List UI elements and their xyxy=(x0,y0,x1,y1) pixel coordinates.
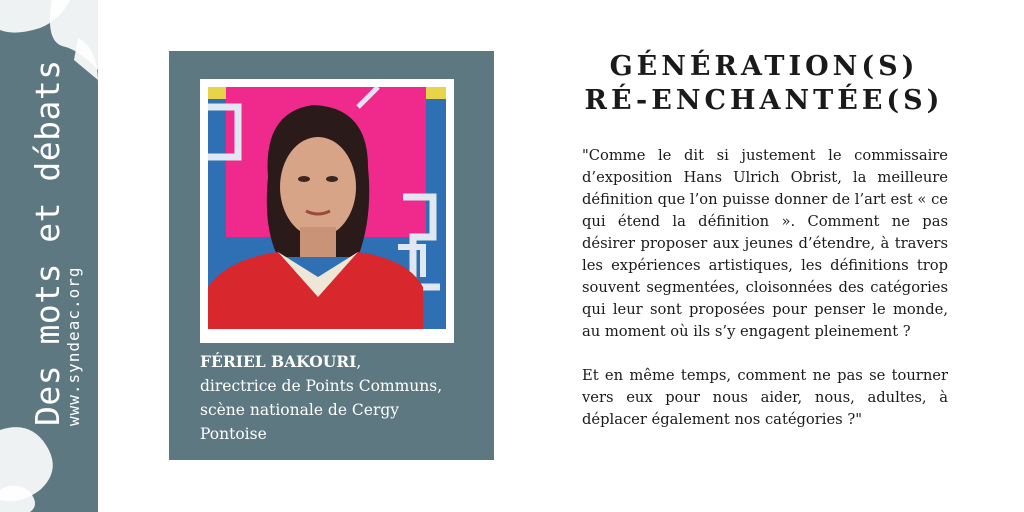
quote-paragraph: Et en même temps, comment ne pas se tourner vers eux pour nous aider, nous, adultes, à déplacer également nos catégories ?" xyxy=(582,367,948,428)
person-role-line1: directrice de Points Communs, xyxy=(200,377,443,395)
page-title xyxy=(560,50,968,118)
sidebar-url: www.syndeac.org xyxy=(64,266,83,426)
person-role-line3: Pontoise xyxy=(200,425,267,443)
quote-block xyxy=(582,145,948,431)
title-line2: RÉ-ENCHANTÉE(S) xyxy=(584,85,944,116)
portrait-photo xyxy=(208,87,446,329)
portrait-caption xyxy=(200,350,480,446)
title-line1: GÉNÉRATION(S) xyxy=(609,51,919,82)
portrait-card xyxy=(169,51,494,460)
sidebar-band xyxy=(0,0,98,512)
name-suffix: , xyxy=(356,353,362,371)
person-role-line2: scène nationale de Cergy xyxy=(200,401,400,419)
person-name: FÉRIEL BAKOURI xyxy=(200,352,357,371)
photo-frame xyxy=(200,79,454,343)
sidebar-title: Des mots et débats xyxy=(28,59,67,426)
quote-paragraph: "Comme le dit si justement le commissaire d’exposition Hans Ulrich Obrist, la meilleure définition que l’on puisse donner de l’art est « ce qui étend la définition ». Comment ne pas désirer proposer aux jeunes d’étendre, à travers les expériences artistiques, les définitions trop souvent segmentées, cloisonnées des catégories qui leur sont proposées pour penser le monde, au moment où ils s’y engagent pleinement ? xyxy=(582,147,948,340)
